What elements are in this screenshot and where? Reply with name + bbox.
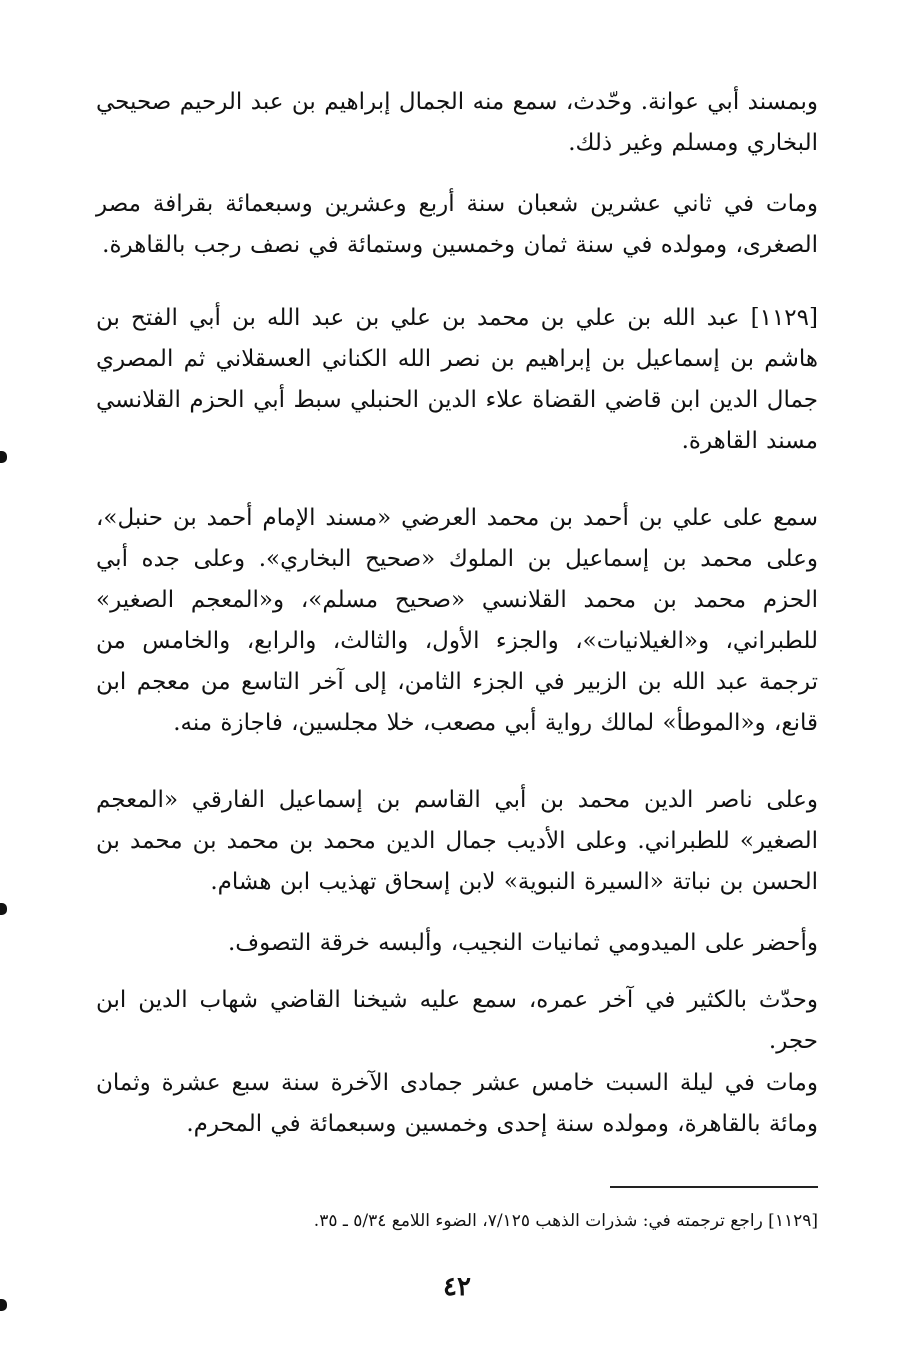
paragraph-4: سمع على علي بن أحمد بن محمد العرضي «مسند الإمام أحمد بن حنبل»، وعلى محمد بن إسماعيل بن الملوك «صحيح البخاري». وعلى جده أبي الحزم محمد بن محمد القلانسي «صحيح مسلم»، و«المعجم الصغير» للطبراني، و«الغيلانيات»، والجزء الأول، والثالث، والرابع، والخامس من ترجمة عبد الله بن الزبير في الجزء الثامن، إلى آخر التاسع من معجم ابن قانع، و«الموطأ» لمالك رواية أبي مصعب، خلا مجلسين، فاجازة منه. xyxy=(96,505,818,736)
entry-1129-heading-paragraph: [١١٢٩] عبد الله بن علي بن محمد بن علي بن عبد الله بن أبي الفتح بن هاشم بن إسماعيل بن إبراهيم بن نصر الله الكناني العسقلاني ثم المصري جمال الدين ابن قاضي القضاة علاء الدين الحنبلي سبط أبي الحزم القلانسي مسند القاهرة. xyxy=(96,305,818,454)
footnote-divider xyxy=(610,1186,818,1188)
paragraph-5: وعلى ناصر الدين محمد بن أبي القاسم بن إسماعيل الفارقي «المعجم الصغير» للطبراني. وعلى الأديب جمال الدين محمد بن محمد بن محمد بن الحسن بن نباتة «السيرة النبوية» لابن إسحاق تهذيب ابن هشام. xyxy=(96,787,818,895)
footnote: [١١٢٩] راجع ترجمته في: شذرات الذهب ٧/١٢٥، الضوء اللامع ٥/٣٤ ـ ٣٥. xyxy=(313,1211,818,1231)
paragraph-7: وحدّث بالكثير في آخر عمره، سمع عليه شيخنا القاضي شهاب الدين ابن حجر. xyxy=(96,987,818,1054)
scan-mark xyxy=(0,903,7,915)
scan-mark xyxy=(0,1299,7,1311)
paragraph-2: ومات في ثاني عشرين شعبان سنة أربع وعشرين وسبعمائة بقرافة مصر الصغرى، ومولده في سنة ثمان وخمسين وستمائة في نصف رجب بالقاهرة. xyxy=(96,191,818,258)
paragraph-6: وأحضر على الميدومي ثمانيات النجيب، وألبسه خرقة التصوف. xyxy=(227,930,818,956)
paragraph-1: وبمسند أبي عوانة. وحّدث، سمع منه الجمال إبراهيم بن عبد الرحيم صحيحي البخاري ومسلم وغير ذلك. xyxy=(96,89,818,156)
scan-mark xyxy=(0,451,7,463)
page-number: ٤٢ xyxy=(443,1272,471,1302)
paragraph-8: ومات في ليلة السبت خامس عشر جمادى الآخرة سنة سبع عشرة وثمان ومائة بالقاهرة، ومولده سنة إحدى وخمسين وسبعمائة في المحرم. xyxy=(96,1070,818,1137)
